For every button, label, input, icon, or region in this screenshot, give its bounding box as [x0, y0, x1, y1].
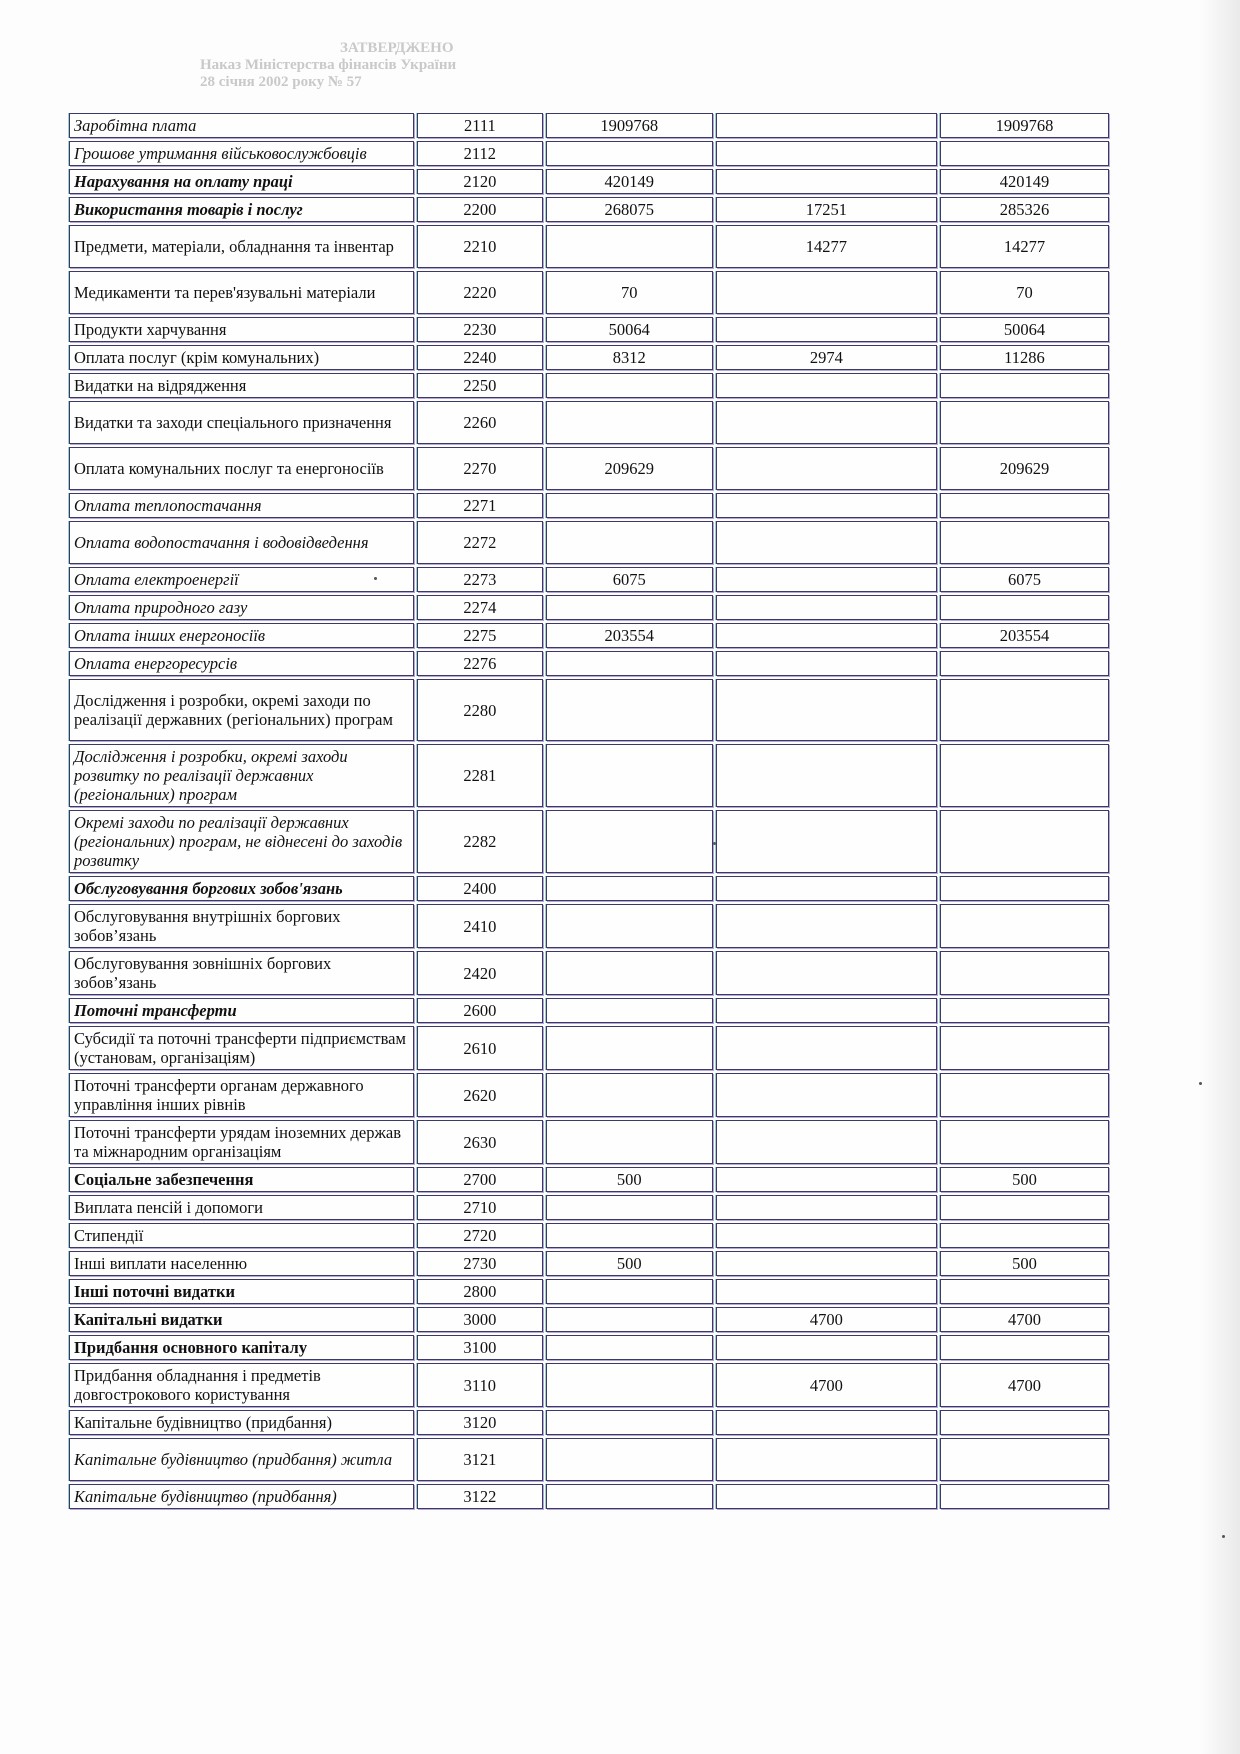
- row-code-cell: 2111: [417, 113, 543, 138]
- row-name-cell: Продукти харчування: [69, 317, 414, 342]
- total-cell: 203554: [940, 623, 1109, 648]
- row-code-cell: 2112: [417, 141, 543, 166]
- row-code-cell: 2281: [417, 744, 543, 807]
- row-code-cell: 2272: [417, 521, 543, 564]
- general-fund-cell: [546, 225, 713, 268]
- expenditure-table: [66, 110, 1112, 1512]
- row-code-cell: 2276: [417, 651, 543, 676]
- row-name-cell: Субсидії та поточні трансферти підприємствам (установам, організаціям): [69, 1026, 414, 1070]
- special-fund-cell: [716, 521, 937, 564]
- general-fund-cell: [546, 1438, 713, 1481]
- row-name-cell: Дослідження і розробки, окремі заходи розвитку по реалізації державних (регіональних) програм: [69, 744, 414, 807]
- row-name-cell: Використання товарів і послуг: [69, 197, 414, 222]
- total-cell: [940, 810, 1109, 873]
- table-row: [69, 951, 1109, 995]
- special-fund-cell: [716, 1195, 937, 1220]
- row-name-cell: Предмети, матеріали, обладнання та інвентар: [69, 225, 414, 268]
- special-fund-cell: [716, 1251, 937, 1276]
- special-fund-cell: [716, 1279, 937, 1304]
- ghost-line-1: ЗАТВЕРДЖЕНО: [340, 40, 454, 56]
- special-fund-cell: [716, 1026, 937, 1070]
- row-name-cell: Обслуговування внутрішніх боргових зобов’язань: [69, 904, 414, 948]
- total-cell: [940, 744, 1109, 807]
- general-fund-cell: [546, 493, 713, 518]
- table-row: [69, 1223, 1109, 1248]
- special-fund-cell: [716, 998, 937, 1023]
- special-fund-cell: [716, 493, 937, 518]
- expenditure-table-body: [69, 113, 1109, 1509]
- row-code-cell: 2230: [417, 317, 543, 342]
- row-code-cell: 3000: [417, 1307, 543, 1332]
- row-code-cell: 2610: [417, 1026, 543, 1070]
- row-name-cell: Поточні трансферти органам державного управління інших рівнів: [69, 1073, 414, 1117]
- special-fund-cell: [716, 113, 937, 138]
- row-code-cell: 2250: [417, 373, 543, 398]
- total-cell: [940, 1073, 1109, 1117]
- table-row: [69, 651, 1109, 676]
- total-cell: 209629: [940, 447, 1109, 490]
- table-row: [69, 345, 1109, 370]
- special-fund-cell: 14277: [716, 225, 937, 268]
- total-cell: [940, 1484, 1109, 1509]
- bleed-through-header: [200, 40, 456, 91]
- table-row: [69, 401, 1109, 444]
- row-name-cell: Обслуговування боргових зобов'язань: [69, 876, 414, 901]
- general-fund-cell: [546, 651, 713, 676]
- general-fund-cell: [546, 744, 713, 807]
- total-cell: [940, 401, 1109, 444]
- table-row: [69, 1195, 1109, 1220]
- scan-page-edge: [1200, 0, 1240, 1754]
- special-fund-cell: [716, 1410, 937, 1435]
- special-fund-cell: 17251: [716, 197, 937, 222]
- special-fund-cell: [716, 623, 937, 648]
- row-name-cell: Інші поточні видатки: [69, 1279, 414, 1304]
- general-fund-cell: [546, 1279, 713, 1304]
- table-row: [69, 521, 1109, 564]
- total-cell: [940, 1195, 1109, 1220]
- special-fund-cell: [716, 810, 937, 873]
- row-code-cell: 2274: [417, 595, 543, 620]
- general-fund-cell: 420149: [546, 169, 713, 194]
- row-name-cell: Капітальні видатки: [69, 1307, 414, 1332]
- total-cell: [940, 998, 1109, 1023]
- general-fund-cell: [546, 595, 713, 620]
- table-row: [69, 810, 1109, 873]
- table-row: [69, 169, 1109, 194]
- special-fund-cell: [716, 1438, 937, 1481]
- special-fund-cell: [716, 1073, 937, 1117]
- general-fund-cell: [546, 1073, 713, 1117]
- special-fund-cell: [716, 651, 937, 676]
- total-cell: 500: [940, 1251, 1109, 1276]
- special-fund-cell: [716, 951, 937, 995]
- row-name-cell: Оплата послуг (крім комунальних): [69, 345, 414, 370]
- row-code-cell: 2210: [417, 225, 543, 268]
- special-fund-cell: 4700: [716, 1307, 937, 1332]
- row-code-cell: 2220: [417, 271, 543, 314]
- row-name-cell: Нарахування на оплату праці: [69, 169, 414, 194]
- general-fund-cell: [546, 1484, 713, 1509]
- row-name-cell: Виплата пенсій і допомоги: [69, 1195, 414, 1220]
- table-row: [69, 1167, 1109, 1192]
- row-name-cell: Медикаменти та перев'язувальні матеріали: [69, 271, 414, 314]
- row-name-cell: Окремі заходи по реалізації державних (регіональних) програм, не віднесені до заходів розвитку: [69, 810, 414, 873]
- row-code-cell: 2280: [417, 679, 543, 741]
- row-code-cell: 2200: [417, 197, 543, 222]
- special-fund-cell: [716, 679, 937, 741]
- total-cell: [940, 1120, 1109, 1164]
- general-fund-cell: [546, 810, 713, 873]
- row-code-cell: 3122: [417, 1484, 543, 1509]
- table-row: [69, 141, 1109, 166]
- total-cell: 4700: [940, 1363, 1109, 1407]
- row-name-cell: Капітальне будівництво (придбання): [69, 1410, 414, 1435]
- special-fund-cell: [716, 904, 937, 948]
- table-row: [69, 904, 1109, 948]
- general-fund-cell: [546, 141, 713, 166]
- row-name-cell: Заробітна плата: [69, 113, 414, 138]
- general-fund-cell: [546, 951, 713, 995]
- table-row: [69, 744, 1109, 807]
- row-name-cell: Поточні трансферти: [69, 998, 414, 1023]
- table-row: [69, 623, 1109, 648]
- total-cell: 14277: [940, 225, 1109, 268]
- row-name-cell: Інші виплати населенню: [69, 1251, 414, 1276]
- general-fund-cell: 500: [546, 1167, 713, 1192]
- row-code-cell: 3100: [417, 1335, 543, 1360]
- table-row: [69, 447, 1109, 490]
- general-fund-cell: 203554: [546, 623, 713, 648]
- total-cell: [940, 679, 1109, 741]
- row-code-cell: 2710: [417, 1195, 543, 1220]
- row-code-cell: 2620: [417, 1073, 543, 1117]
- scan-speck: [1199, 1082, 1202, 1085]
- row-name-cell: Видатки на відрядження: [69, 373, 414, 398]
- row-name-cell: Оплата інших енергоносіїв: [69, 623, 414, 648]
- table-row: [69, 876, 1109, 901]
- general-fund-cell: [546, 904, 713, 948]
- table-row: [69, 679, 1109, 741]
- row-code-cell: 2240: [417, 345, 543, 370]
- row-code-cell: 2271: [417, 493, 543, 518]
- table-row: [69, 197, 1109, 222]
- row-name-cell: Оплата комунальних послуг та енергоносіїв: [69, 447, 414, 490]
- general-fund-cell: [546, 1026, 713, 1070]
- general-fund-cell: [546, 1120, 713, 1164]
- row-name-cell: Грошове утримання військовослужбовців: [69, 141, 414, 166]
- scan-speck: [374, 577, 377, 580]
- table-row: [69, 567, 1109, 592]
- table-row: [69, 998, 1109, 1023]
- general-fund-cell: 1909768: [546, 113, 713, 138]
- scan-speck: [1222, 1535, 1225, 1538]
- row-code-cell: 2120: [417, 169, 543, 194]
- row-code-cell: 2260: [417, 401, 543, 444]
- table-row: [69, 1410, 1109, 1435]
- general-fund-cell: [546, 401, 713, 444]
- row-name-cell: Обслуговування зовнішніх боргових зобов’язань: [69, 951, 414, 995]
- special-fund-cell: [716, 1167, 937, 1192]
- table-row: [69, 1363, 1109, 1407]
- ghost-line-2: Наказ Міністерства фінансів України: [200, 57, 457, 73]
- special-fund-cell: [716, 567, 937, 592]
- general-fund-cell: [546, 876, 713, 901]
- special-fund-cell: [716, 876, 937, 901]
- table-row: [69, 1438, 1109, 1481]
- table-row: [69, 1335, 1109, 1360]
- total-cell: [940, 1335, 1109, 1360]
- special-fund-cell: 4700: [716, 1363, 937, 1407]
- total-cell: [940, 1223, 1109, 1248]
- total-cell: 6075: [940, 567, 1109, 592]
- row-code-cell: 2420: [417, 951, 543, 995]
- general-fund-cell: [546, 373, 713, 398]
- general-fund-cell: [546, 998, 713, 1023]
- special-fund-cell: [716, 141, 937, 166]
- special-fund-cell: [716, 271, 937, 314]
- row-code-cell: 2273: [417, 567, 543, 592]
- special-fund-cell: [716, 1484, 937, 1509]
- total-cell: 11286: [940, 345, 1109, 370]
- general-fund-cell: 209629: [546, 447, 713, 490]
- general-fund-cell: 6075: [546, 567, 713, 592]
- table-row: [69, 1307, 1109, 1332]
- special-fund-cell: [716, 1120, 937, 1164]
- row-code-cell: 2700: [417, 1167, 543, 1192]
- total-cell: [940, 373, 1109, 398]
- row-code-cell: 2270: [417, 447, 543, 490]
- total-cell: 70: [940, 271, 1109, 314]
- ghost-line-3: 28 січня 2002 року № 57: [200, 74, 362, 90]
- row-name-cell: Оплата водопостачання і водовідведення: [69, 521, 414, 564]
- row-code-cell: 3120: [417, 1410, 543, 1435]
- row-code-cell: 3110: [417, 1363, 543, 1407]
- row-name-cell: Придбання обладнання і предметів довгострокового користування: [69, 1363, 414, 1407]
- row-code-cell: 2275: [417, 623, 543, 648]
- general-fund-cell: 500: [546, 1251, 713, 1276]
- special-fund-cell: [716, 373, 937, 398]
- special-fund-cell: [716, 317, 937, 342]
- row-name-cell: Капітальне будівництво (придбання) житла: [69, 1438, 414, 1481]
- row-name-cell: Капітальне будівництво (придбання): [69, 1484, 414, 1509]
- total-cell: [940, 1438, 1109, 1481]
- special-fund-cell: [716, 401, 937, 444]
- table-row: [69, 271, 1109, 314]
- general-fund-cell: [546, 521, 713, 564]
- row-name-cell: Придбання основного капіталу: [69, 1335, 414, 1360]
- row-code-cell: 3121: [417, 1438, 543, 1481]
- total-cell: 285326: [940, 197, 1109, 222]
- total-cell: 50064: [940, 317, 1109, 342]
- total-cell: [940, 1026, 1109, 1070]
- special-fund-cell: [716, 447, 937, 490]
- row-code-cell: 2282: [417, 810, 543, 873]
- table-row: [69, 1026, 1109, 1070]
- special-fund-cell: 2974: [716, 345, 937, 370]
- table-row: [69, 1120, 1109, 1164]
- general-fund-cell: [546, 1410, 713, 1435]
- table-row: [69, 493, 1109, 518]
- row-name-cell: Поточні трансферти урядам іноземних держав та міжнародним організаціям: [69, 1120, 414, 1164]
- table-row: [69, 225, 1109, 268]
- total-cell: [940, 1279, 1109, 1304]
- table-row: [69, 1073, 1109, 1117]
- row-name-cell: Видатки та заходи спеціального призначення: [69, 401, 414, 444]
- general-fund-cell: [546, 679, 713, 741]
- row-name-cell: Соціальне забезпечення: [69, 1167, 414, 1192]
- table-row: [69, 1484, 1109, 1509]
- general-fund-cell: 70: [546, 271, 713, 314]
- row-code-cell: 2730: [417, 1251, 543, 1276]
- row-name-cell: Дослідження і розробки, окремі заходи по реалізації державних (регіональних) програм: [69, 679, 414, 741]
- table-row: [69, 113, 1109, 138]
- row-code-cell: 2400: [417, 876, 543, 901]
- special-fund-cell: [716, 595, 937, 620]
- row-name-cell: Оплата теплопостачання: [69, 493, 414, 518]
- row-code-cell: 2630: [417, 1120, 543, 1164]
- total-cell: [940, 904, 1109, 948]
- table-row: [69, 1251, 1109, 1276]
- general-fund-cell: [546, 1363, 713, 1407]
- total-cell: [940, 651, 1109, 676]
- total-cell: [940, 521, 1109, 564]
- total-cell: 4700: [940, 1307, 1109, 1332]
- total-cell: [940, 876, 1109, 901]
- row-code-cell: 2410: [417, 904, 543, 948]
- table-row: [69, 373, 1109, 398]
- total-cell: 420149: [940, 169, 1109, 194]
- total-cell: [940, 493, 1109, 518]
- row-name-cell: Стипендії: [69, 1223, 414, 1248]
- total-cell: 500: [940, 1167, 1109, 1192]
- row-code-cell: 2720: [417, 1223, 543, 1248]
- row-code-cell: 2600: [417, 998, 543, 1023]
- row-name-cell: Оплата електроенергії: [69, 567, 414, 592]
- general-fund-cell: 8312: [546, 345, 713, 370]
- general-fund-cell: 268075: [546, 197, 713, 222]
- total-cell: [940, 595, 1109, 620]
- general-fund-cell: [546, 1195, 713, 1220]
- special-fund-cell: [716, 744, 937, 807]
- special-fund-cell: [716, 1223, 937, 1248]
- total-cell: 1909768: [940, 113, 1109, 138]
- total-cell: [940, 141, 1109, 166]
- general-fund-cell: [546, 1335, 713, 1360]
- special-fund-cell: [716, 169, 937, 194]
- row-name-cell: Оплата енергоресурсів: [69, 651, 414, 676]
- general-fund-cell: [546, 1223, 713, 1248]
- table-row: [69, 1279, 1109, 1304]
- total-cell: [940, 951, 1109, 995]
- table-row: [69, 595, 1109, 620]
- scan-speck: [713, 842, 716, 845]
- special-fund-cell: [716, 1335, 937, 1360]
- row-code-cell: 2800: [417, 1279, 543, 1304]
- table-row: [69, 317, 1109, 342]
- total-cell: [940, 1410, 1109, 1435]
- general-fund-cell: 50064: [546, 317, 713, 342]
- general-fund-cell: [546, 1307, 713, 1332]
- row-name-cell: Оплата природного газу: [69, 595, 414, 620]
